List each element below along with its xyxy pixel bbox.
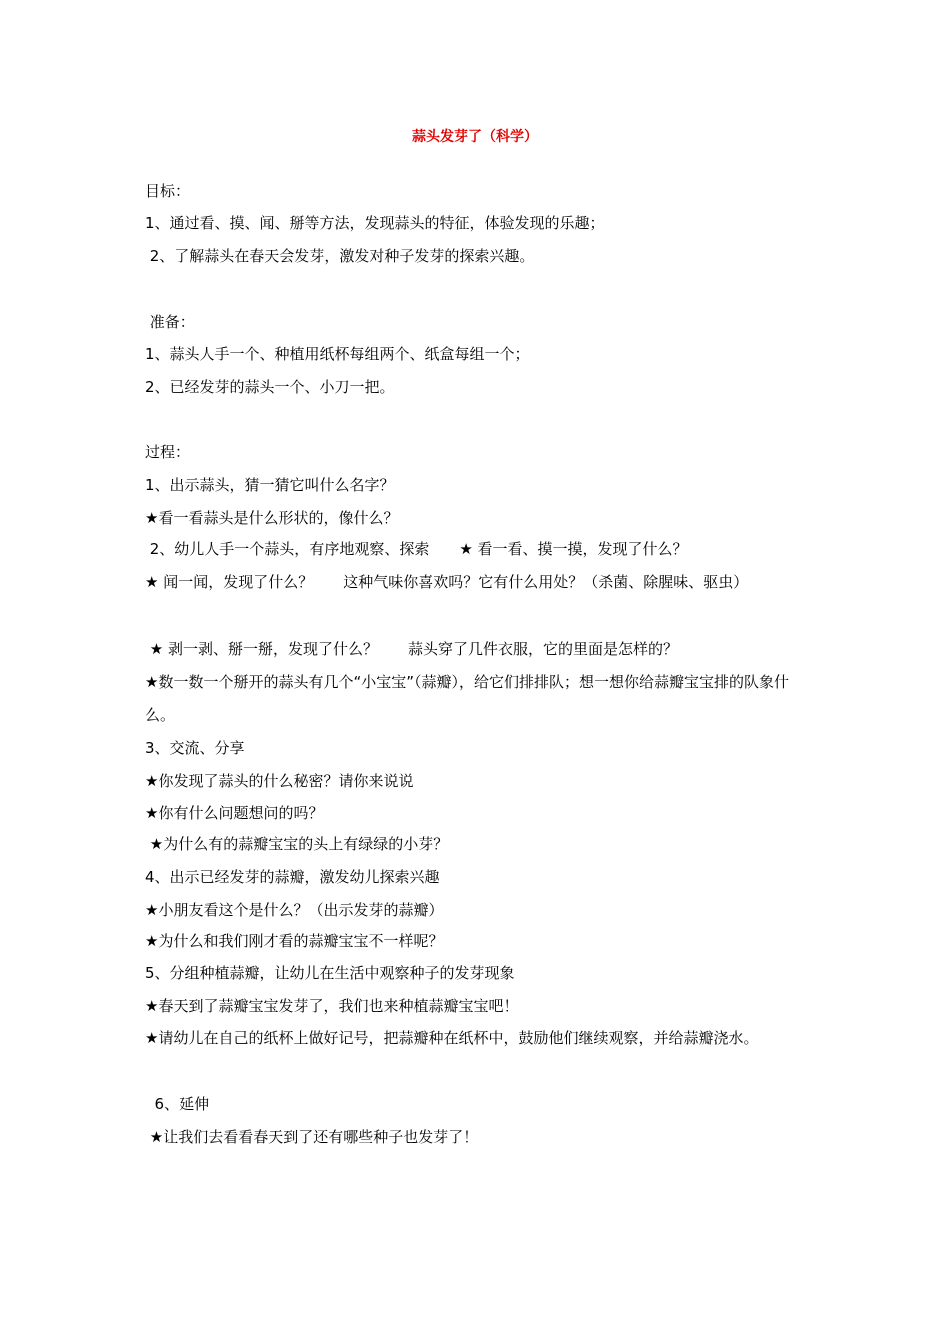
goals-heading: 目标： (145, 182, 191, 200)
document-title: 蒜头发芽了（科学） (412, 129, 538, 145)
process-line: ★为什么和我们刚才看的蒜瓣宝宝不一样呢？ (145, 932, 444, 950)
goal-item: 2、了解蒜头在春天会发芽，激发对种子发芽的探索兴趣。 (145, 247, 535, 265)
process-heading: 过程： (145, 443, 191, 461)
preparation-heading: 准备： (145, 313, 195, 331)
goal-item: 1、通过看、摸、闻、掰等方法，发现蒜头的特征，体验发现的乐趣； (145, 214, 605, 232)
process-line: 4、出示已经发芽的蒜瓣，激发幼儿探索兴趣 (145, 868, 440, 886)
process-line: ★看一看蒜头是什么形状的，像什么？ (145, 509, 399, 527)
process-line: ★你有什么问题想问的吗？ (145, 804, 324, 822)
process-line: ★小朋友看这个是什么？（出示发芽的蒜瓣） (145, 901, 444, 919)
process-line: ★为什么有的蒜瓣宝宝的头上有绿绿的小芽？ (145, 835, 449, 853)
process-line: ★ 剥一剥、掰一掰，发现了什么？ 蒜头穿了几件衣服，它的里面是怎样的？ (145, 640, 678, 658)
process-line: 3、交流、分享 (145, 739, 245, 757)
process-line: 1、出示蒜头，猜一猜它叫什么名字？ (145, 476, 395, 494)
process-line: 6、延伸 (145, 1095, 210, 1113)
process-line: ★数一数一个掰开的蒜头有几个“小宝宝”（蒜瓣），给它们排排队；想一想你给蒜瓣宝宝排的队象什么。 (145, 673, 789, 724)
process-line: ★请幼儿在自己的纸杯上做好记号，把蒜瓣种在纸杯中，鼓励他们继续观察，并给蒜瓣浇水。 (145, 1029, 759, 1047)
preparation-item: 2、已经发芽的蒜头一个、小刀一把。 (145, 378, 395, 396)
process-line: ★你发现了蒜头的什么秘密？请你来说说 (145, 772, 414, 790)
preparation-item: 1、蒜头人手一个、种植用纸杯每组两个、纸盒每组一个； (145, 345, 530, 363)
process-line: 2、幼儿人手一个蒜头，有序地观察、探索 ★ 看一看、摸一摸，发现了什么？ (145, 540, 688, 558)
process-line: ★春天到了蒜瓣宝宝发芽了，我们也来种植蒜瓣宝宝吧！ (145, 997, 519, 1015)
process-line: ★让我们去看看春天到了还有哪些种子也发芽了！ (145, 1128, 479, 1146)
process-line: ★ 闻一闻，发现了什么？ 这种气味你喜欢吗？它有什么用处？（杀菌、除腥味、驱虫） (145, 573, 749, 591)
process-line: 5、分组种植蒜瓣，让幼儿在生活中观察种子的发芽现象 (145, 964, 515, 982)
